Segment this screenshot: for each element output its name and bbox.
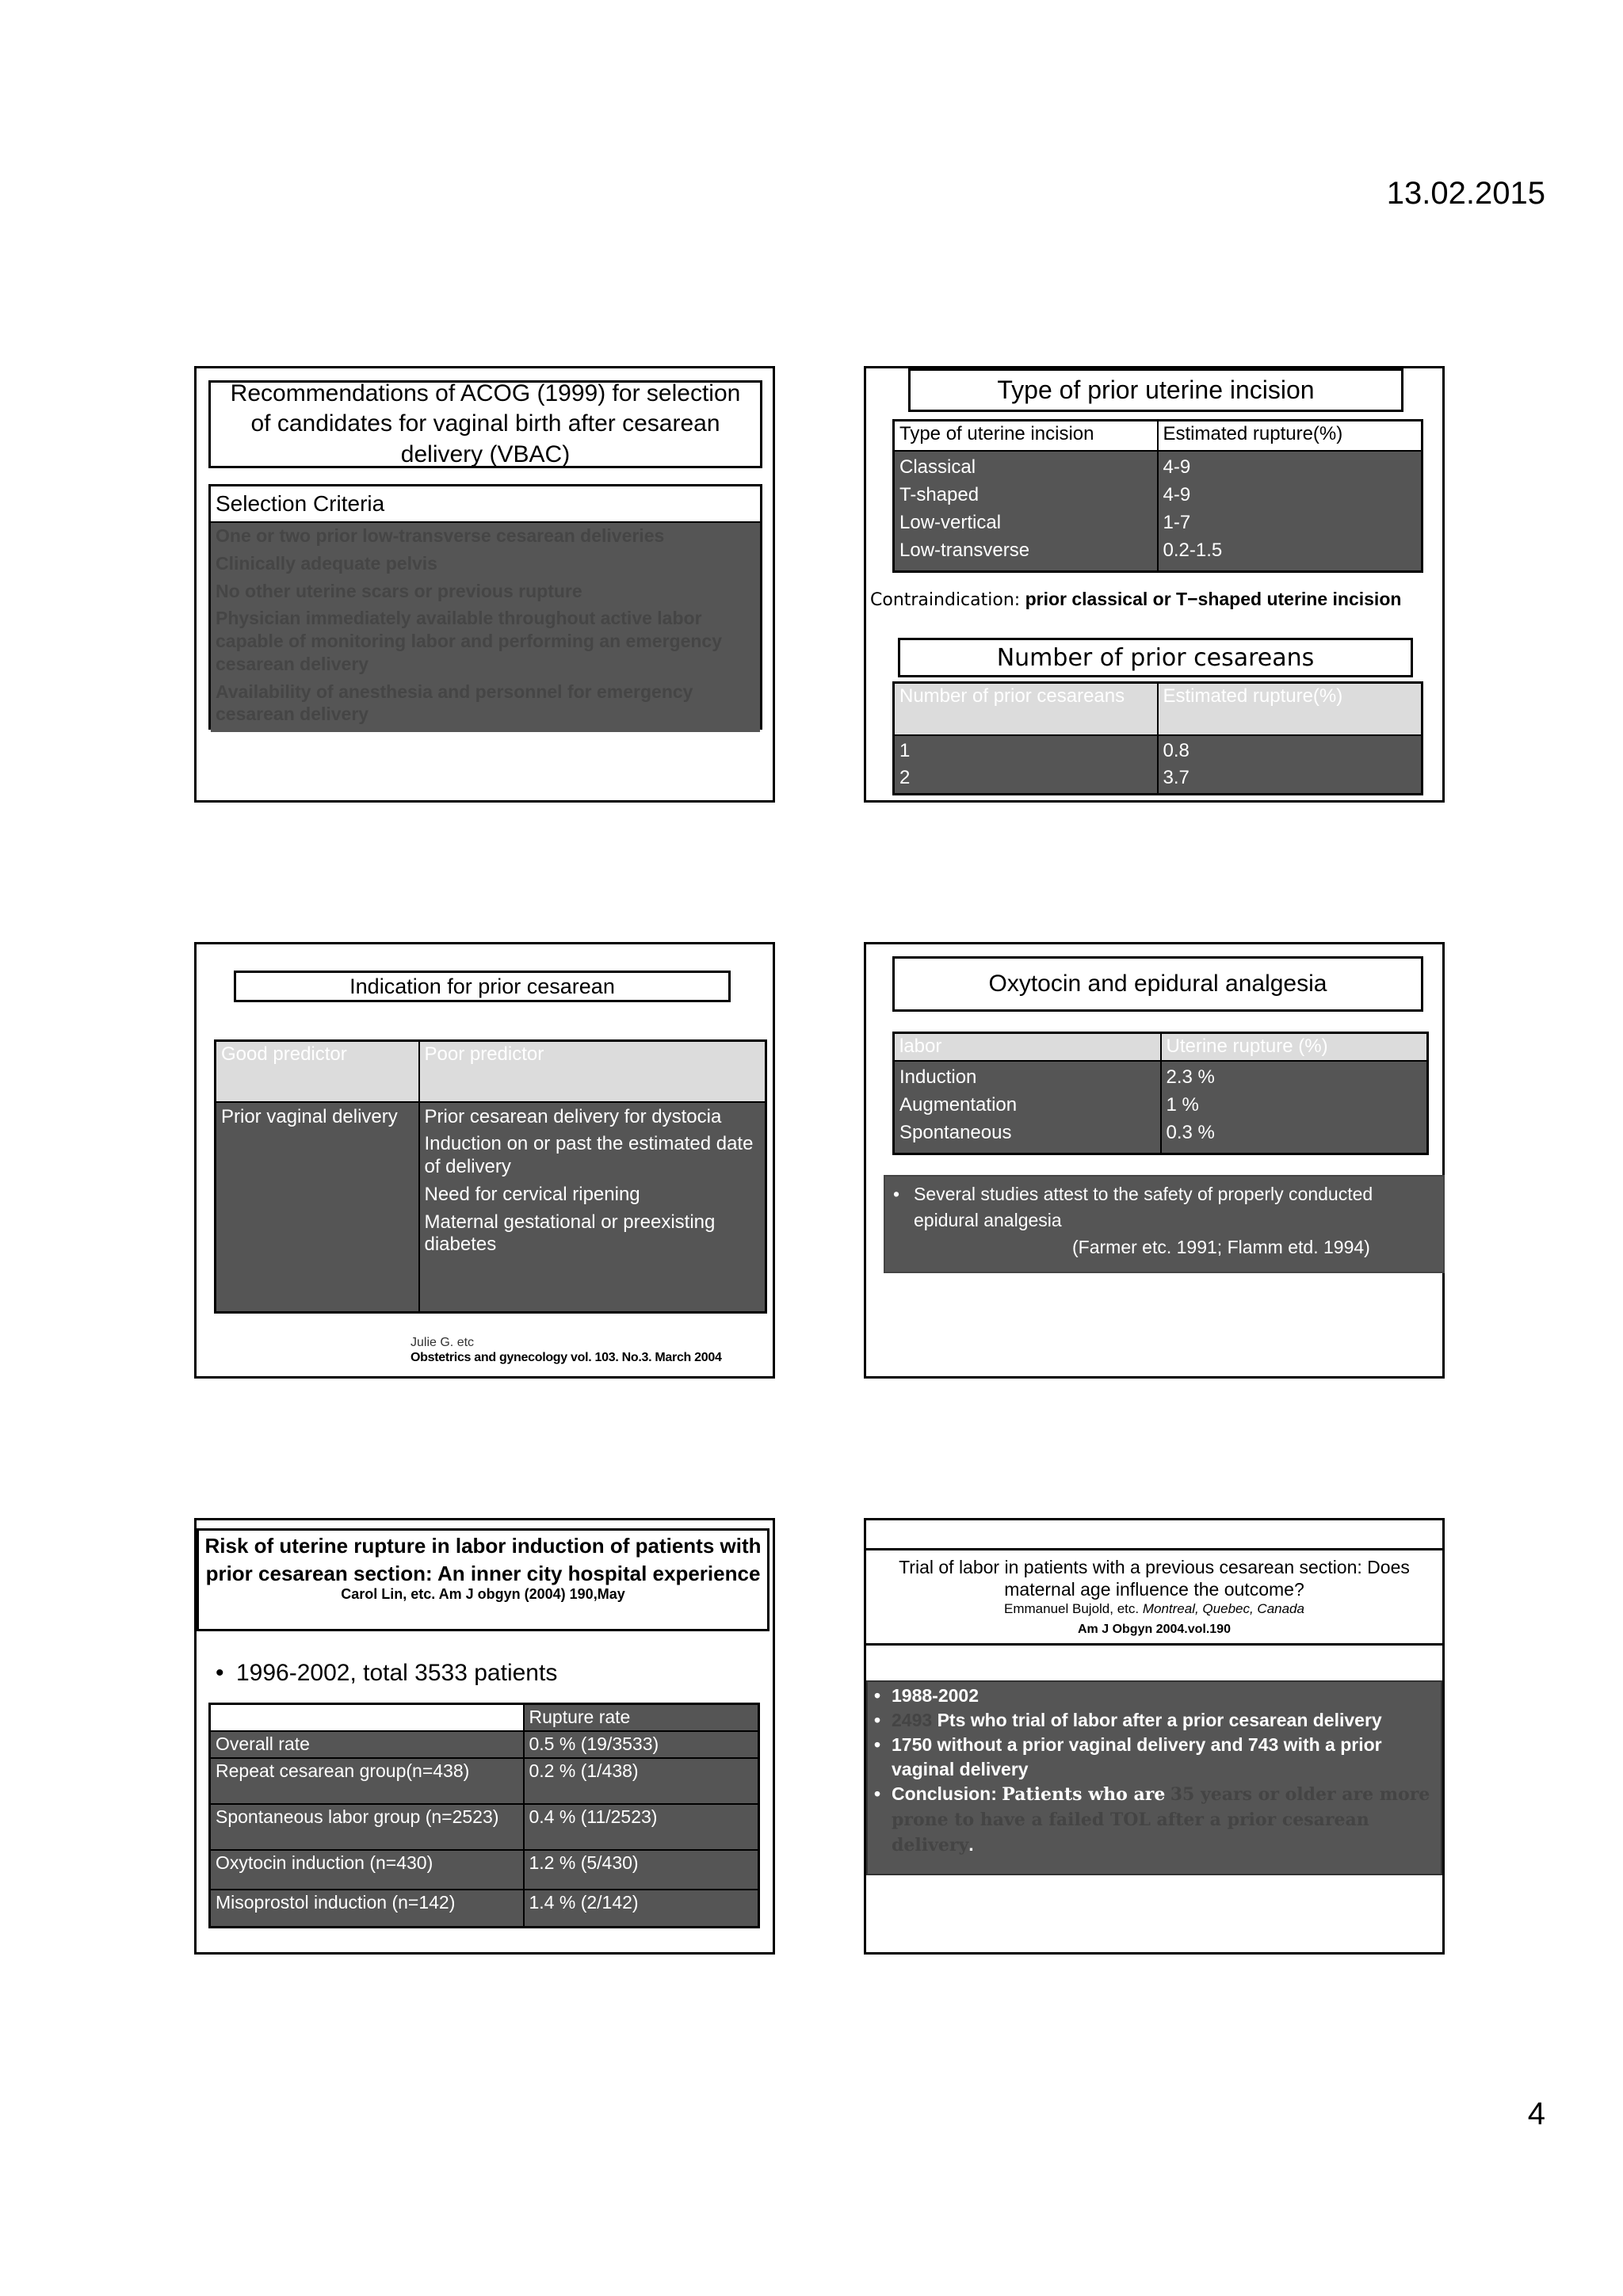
column-header: Estimated rupture(%) [1158,421,1423,451]
poor-predictor: Prior cesarean delivery for dystocia [424,1105,722,1127]
slide-title-box [866,1550,1442,1646]
slide-subtitle: Carol Lin, etc. Am J obgyn (2004) 190,May [341,1586,625,1603]
contraindication-line [870,589,1441,610]
incision-type: T-shaped [899,483,980,505]
summary-bullet [871,1708,1434,1733]
page-number: 4 [1527,2096,1545,2131]
rupture-rate: 1.4 % (2/142) [529,1891,639,1913]
rupture-value: 1-7 [1163,511,1191,533]
study-summary-box [866,1680,1442,1875]
incision-rupture-table [892,419,1423,573]
selection-criteria-list [211,523,760,732]
epidural-bullet: • Several studies attest to the safety of properly conducted epidural analgesia [890,1181,1437,1234]
slide-title-box [197,1528,769,1631]
slide-title [892,956,1423,1012]
column-header: Rupture rate [524,1704,759,1731]
section-title [898,638,1413,677]
contraindication-label: Contraindication: [870,590,1021,610]
selection-criteria-table [208,484,762,730]
uterine-rupture-cell [1161,1061,1428,1154]
rupture-rate: 1.2 % (5/430) [524,1850,759,1890]
column-header: Uterine rupture (%) [1161,1033,1428,1061]
labor-types-cell [894,1061,1161,1154]
slide-title [234,971,731,1002]
rupture-value: 4-9 [1163,456,1191,478]
column-header: Good predictor [216,1041,419,1102]
section-title-text: Number of prior cesareans [996,643,1315,672]
summary-bullet: • 1988-2002 [871,1684,1434,1708]
prior-count: 2 [899,766,911,788]
slide-oxytocin-epidural [864,942,1445,1379]
criteria-item: Physician immediately available throughout active labor capable of monitoring labor and performing an emergency cesarean delivery [216,608,722,674]
authors-text: Emmanuel Bujold, etc. [1004,1601,1140,1617]
column-header: Poor predictor [419,1041,766,1102]
slide-title-text: Indication for prior cesarean [349,974,615,998]
labor-type: Induction [899,1066,977,1088]
rupture-value: 0.2-1.5 [1163,539,1223,561]
slide-title [208,380,762,468]
incision-type: Classical [899,456,976,478]
rupture-rate: 0.4 % (11/2523) [524,1804,759,1850]
selection-criteria-header: Selection Criteria [211,486,760,523]
conclusion-label: Conclusion: [892,1783,997,1805]
incision-type: Low-transverse [899,539,1030,561]
rupture-values-cell [1158,451,1423,572]
poor-predictor: Induction on or past the estimated date of delivery [424,1133,754,1178]
summary-bullet [871,1782,1434,1857]
column-header: labor [894,1033,1161,1061]
uterine-rupture-value: 1 % [1166,1093,1199,1116]
poor-predictor: Maternal gestational or preexisting diabetes [424,1211,716,1256]
prior-cesareans-table [892,681,1423,795]
epidural-citation: (Farmer etc. 1991; Flamm etd. 1994) [1072,1236,1370,1257]
prior-rupture: 3.7 [1163,766,1190,788]
patient-count-text: Pts who trial of labor after a prior cesarean delivery [937,1710,1382,1731]
conclusion-text-a: Patients who are [1002,1784,1166,1806]
uterine-rupture-value: 2.3 % [1166,1066,1215,1088]
slide-title-text: Risk of uterine rupture in labor induction of patients with prior cesarean section: An inner city hospital experience [204,1534,762,1586]
slide-journal: Am J Obgyn 2004.vol.190 [1078,1623,1231,1637]
slide-title-text: Oxytocin and epidural analgesia [988,971,1327,997]
slide-maternal-age-tol [864,1518,1445,1955]
slide-authors [882,1600,1426,1618]
column-header: Estimated rupture(%) [1158,683,1423,735]
column-header: Type of uterine incision [894,421,1158,451]
poor-predictor-cell [419,1102,766,1313]
summary-bullet: • 1750 without a prior vaginal delivery and 743 with a prior vaginal delivery [871,1733,1434,1782]
labor-type: Augmentation [899,1093,1018,1116]
rupture-value: 4-9 [1163,483,1191,505]
patient-count: 2493 [892,1710,933,1731]
prior-count-cell [894,735,1158,795]
criteria-item: Availability of anesthesia and personnel for emergency cesarean delivery [216,681,693,725]
epidural-note-box [884,1175,1445,1273]
page-date: 13.02.2015 [1386,176,1545,211]
contraindication-text: prior classical or T−shaped uterine incision [1025,589,1402,609]
labor-type: Spontaneous [899,1121,1012,1143]
criteria-item: One or two prior low-transverse cesarean deliveries [216,525,665,546]
slide-title-text: Recommendations of ACOG (1999) for selection of candidates for vaginal birth after cesarean delivery (VBAC) [230,379,741,467]
reference-author: Julie G. etc [411,1336,475,1349]
group-label: Misoprostol induction (n=142) [210,1890,524,1928]
slide-title-text: Trial of labor in patients with a previous cesarean section: Does maternal age influence the outcome? [899,1557,1410,1600]
slide-title-text: Type of prior uterine incision [997,376,1315,404]
good-predictor-cell: Prior vaginal delivery [216,1102,419,1313]
slide-top-strip [866,1520,1442,1550]
prior-rupture-cell [1158,735,1423,795]
incision-type: Low-vertical [899,511,1002,533]
slide-indication-prior-cesarean [194,942,775,1379]
prior-count: 1 [899,739,911,761]
predictor-table [214,1039,767,1314]
slide-acog-recommendations [194,366,775,803]
group-label: Repeat cesarean group(n=438) [210,1758,524,1804]
column-header: Number of prior cesareans [894,683,1158,735]
criteria-item: No other uterine scars or previous rupture [216,580,582,601]
rupture-rate: 0.2 % (1/438) [524,1758,759,1804]
slide-uterine-incision [864,366,1445,803]
prior-rupture: 0.8 [1163,739,1190,761]
induction-rupture-table [208,1703,760,1928]
conclusion-text-b: 35 years or older are more prone to have a failed TOL after a prior cesarean delivery [892,1784,1430,1855]
rupture-rate: 0.5 % (19/3533) [524,1731,759,1758]
criteria-item: Clinically adequate pelvis [216,552,437,574]
empty-header-cell [210,1704,524,1731]
poor-predictor: Need for cervical ripening [424,1183,640,1205]
reference-journal: Obstetrics and gynecology vol. 103. No.3. March 2004 [411,1351,722,1364]
group-label: Overall rate [210,1731,524,1758]
uterine-rupture-value: 0.3 % [1166,1121,1215,1143]
group-label: Spontaneous labor group (n=2523) [210,1804,524,1850]
incision-types-cell [894,451,1158,572]
labor-rupture-table [892,1032,1429,1155]
conclusion-end: . [968,1833,974,1855]
slide-title [908,368,1403,412]
patient-summary-bullet: • 1996-2002, total 3533 patients [212,1660,789,1687]
location-text: Montreal, Quebec, Canada [1142,1601,1304,1617]
slide-uterine-rupture-induction [194,1518,775,1955]
group-label: Oxytocin induction (n=430) [210,1850,524,1890]
